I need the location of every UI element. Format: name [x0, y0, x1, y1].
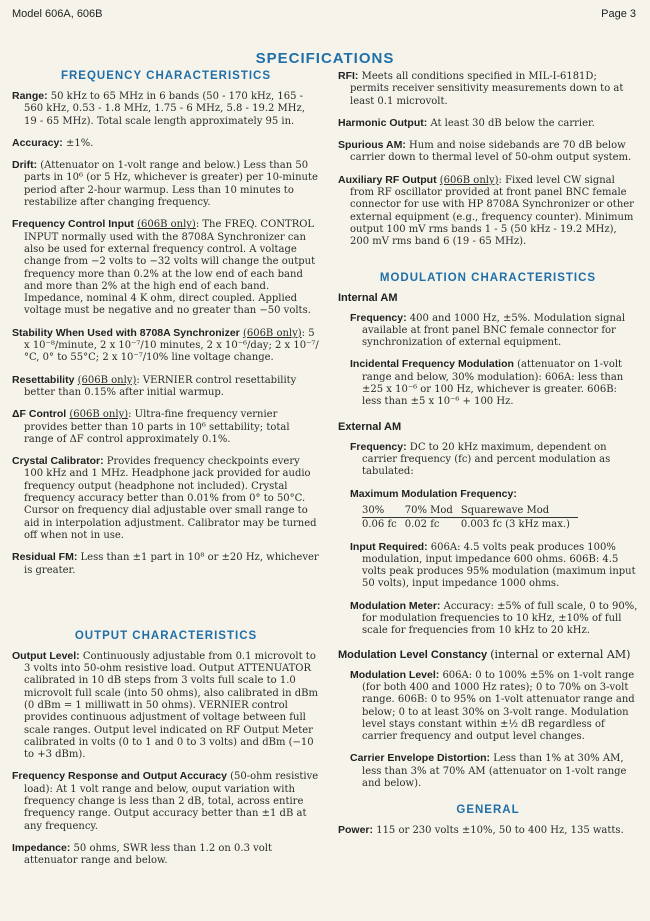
constancy-title: Modulation Level Constancy: [338, 648, 488, 661]
spec-label: Stability When Used with 8708A Synchronizer: [12, 326, 240, 339]
max-mod-table: [362, 504, 578, 531]
spec-item: [12, 455, 320, 542]
spec-label: Frequency Control Input: [12, 218, 134, 231]
spec-text: : Ultra-fine frequency vernier provides better than 10 parts in 10⁶ settability; total range of ΔF control approximately 0.1%.: [24, 409, 290, 445]
page-model-header: Model 606A, 606B: [12, 8, 103, 20]
spec-label: Incidental Frequency Modulation: [350, 358, 514, 371]
spec-item: [338, 139, 638, 165]
spec-text: (50-ohm resistive load): At 1 volt range and below, ouput variation with frequency change is less than 2 dB, total, across entire frequency range. Output accuracy better than ±1 dB at any frequency.: [24, 771, 319, 832]
spec-text: 606A: 0 to 100% ±5% on 1-volt range (for both 400 and 1000 Hz rates); 0 to 70% on 3-volt range. 606B: 0 to 95% on 1-volt attenuator range and below; 0 to at least 30% on 3-volt range. Modulation level stays constant within ±½ dB regardless of carrier frequency and output level changes.: [362, 669, 635, 743]
spec-item: [350, 358, 638, 408]
spec-label: Accuracy:: [12, 136, 63, 149]
spec-label: Auxiliary RF Output: [338, 173, 437, 186]
page-title: SPECIFICATIONS: [255, 50, 395, 67]
spec-label: Power:: [338, 824, 374, 837]
table-cell: 0.003 fc (3 kHz max.): [460, 518, 570, 530]
spec-item: [12, 137, 320, 150]
spec-item: [350, 312, 638, 350]
spec-note: (606B only): [77, 374, 137, 386]
spec-label: Input Required:: [350, 540, 428, 553]
spec-label: Modulation Level:: [350, 668, 440, 681]
spec-text: : The FREQ. CONTROL INPUT normally used with the 8708A Synchronizer can also be used for external frequency control. A voltage change from −2 volts to −32 volts will change the output frequency more than 0.2% at the low end of each band and more than 2% at the high end of each band. Impedance, nominal 4 K ohm, direct coupled. Applied voltage must be negative and no greater than −50 volts.: [24, 219, 316, 317]
spec-label: Drift:: [12, 159, 38, 172]
constancy-heading: [338, 648, 638, 661]
spec-note: (606B only): [242, 327, 302, 339]
spec-item: [12, 551, 320, 577]
spec-text: 50 kHz to 65 MHz in 6 bands (50 - 170 kHz, 165 - 560 kHz, 0.53 - 1.8 MHz, 1.75 - 6 MHz, 5.8 - 19.2 MHz, 19 - 65 MHz). Total scale length approximately 95 in.: [24, 91, 305, 127]
spec-note: (606B only): [439, 174, 499, 186]
spec-text: DC to 20 kHz maximum, dependent on carrier frequency (fc) and percent modulation as tabulated:: [362, 441, 611, 478]
internal-am-list: [338, 312, 638, 409]
spec-label: Frequency:: [350, 311, 407, 324]
spec-text: Continuously adjustable from 0.1 microvolt to 3 volts into 50-ohm resistive load. Output ATTENUATOR calibrated in 10 dB steps from 3 volts full scale to 1.0 microvolt full scale (into 50 ohms), also calibrated in dBm (0 dBm = 1 milliwatt in 50 ohms). VERNIER control provides continuous adjustment of voltage between full scale ranges. Output level indicated on RF Output Meter calibrated in volts (0 to 1 and 0 to 3 volts) and dBm (−10 to +3 dBm).: [24, 650, 319, 761]
external-am-list: [338, 441, 638, 479]
spec-item: [338, 117, 638, 130]
spec-item: [12, 327, 320, 365]
spec-item: [12, 159, 320, 209]
spec-note: (606B only): [69, 409, 129, 421]
general-heading: GENERAL: [456, 804, 520, 817]
spec-item: [350, 441, 638, 479]
general-list: [338, 824, 638, 837]
table-cell: 0.02 fc: [404, 518, 440, 530]
spec-text: Less than ±1 part in 10⁸ or ±20 Hz, whichever is greater.: [24, 552, 319, 576]
spec-text: : Fixed level CW signal from RF oscillator provided at front panel BNC female connector for use with HP 8708A Synchronizer or other external equipment (e.g., frequency counter). Minimum output 100 mV rms bands 1 - 5 (50 kHz - 19.2 MHz), 200 mV rms band 6 (19 - 65 MHz).: [350, 174, 634, 248]
spec-item: [12, 770, 320, 832]
spec-item: [350, 752, 638, 790]
spec-text: Less than 1% at 30% AM, less than 3% at 70% AM (attenuator on 1-volt range and below).: [362, 753, 627, 789]
spec-item: [12, 408, 320, 446]
constancy-list: [338, 669, 638, 791]
spec-item: [350, 541, 638, 591]
spec-text: (Attenuator on 1-volt range and below.) Less than 50 parts in 10⁶ (or 5 Hz, whichever is greater) per 10-minute period after 2-hour warmup. Less than 10 minutes to restabilize after changing frequency.: [24, 160, 318, 209]
spec-text: Meets all conditions specified in MIL-I-6181D; permits receiver sensitivity measurements down to at least 0.1 microvolt.: [350, 71, 624, 107]
output-heading: OUTPUT CHARACTERISTICS: [74, 629, 258, 642]
modulation-heading: MODULATION CHARACTERISTICS: [379, 271, 597, 284]
output-spec-list: [12, 650, 320, 868]
spec-text: Provides frequency checkpoints every 100 kHz and 1 MHz. Headphone jack provided for audio frequency output (headphone not included). Crystal frequency accuracy better than 0.01% from 0° to 50°C. Cursor on frequency dial adjustable over small range to aid in interpolation adjustment. Calibrator may be turned off when not in use.: [24, 456, 317, 541]
spec-label: Impedance:: [12, 841, 71, 854]
table-header-cell: 70% Mod: [405, 504, 461, 518]
page-number: Page 3: [601, 8, 636, 20]
frequency-heading: FREQUENCY CHARACTERISTICS: [60, 70, 272, 82]
spec-text: : 5 x 10⁻⁸/minute, 2 x 10⁻⁷/10 minutes, 2 x 10⁻⁶/day; 2 x 10⁻⁷/°C, 0° to 55°C; 2 x 10⁻⁷/10% line voltage change.: [24, 327, 319, 364]
spec-text: 50 ohms, SWR less than 1.2 on 0.3 volt attenuator range and below.: [24, 842, 273, 867]
frequency-spec-list: [12, 90, 320, 577]
spec-label: Residual FM:: [12, 551, 78, 564]
spec-note: (606B only): [137, 219, 196, 231]
spec-text: ±1%.: [65, 137, 94, 149]
spec-item: [350, 669, 638, 744]
spec-label: ΔF Control: [12, 408, 67, 421]
constancy-note: (internal or external AM): [490, 647, 631, 661]
spec-text: Accuracy: ±5% of full scale, 0 to 90%, for modulation frequencies to 10 kHz, ±10% of full scale for frequencies from 10 kHz to 20 kHz.: [362, 600, 638, 637]
spec-item: [12, 90, 320, 128]
misc-spec-list: [338, 70, 638, 249]
spec-item: [350, 600, 638, 638]
spec-label: Carrier Envelope Distortion:: [350, 752, 491, 765]
spec-label: Frequency:: [350, 440, 407, 453]
spec-label: Modulation Meter:: [350, 599, 441, 612]
spec-item: [338, 824, 638, 837]
spec-text: 606A: 4.5 volts peak produces 100% modulation, input impedance 600 ohms. 606B: 4.5 volts peak produces 95% modulation (maximum input 50 volts), input impedance 1000 ohms.: [362, 541, 636, 590]
table-cell: 0.06 fc: [362, 518, 397, 530]
spec-label: Resettability: [12, 373, 75, 386]
spec-item: [12, 842, 320, 868]
spec-label: RFI:: [338, 70, 359, 82]
spec-label: Range:: [12, 90, 48, 102]
internal-am-heading: Internal AM: [338, 291, 398, 304]
spec-item: [12, 218, 320, 317]
spec-text: 115 or 230 volts ±10%, 50 to 400 Hz, 135 watts.: [376, 825, 624, 837]
max-mod-label: Maximum Modulation Frequency:: [350, 487, 517, 500]
spec-label: Output Level:: [12, 649, 80, 662]
spec-text: At least 30 dB below the carrier.: [430, 117, 595, 129]
spec-item: [12, 374, 320, 400]
external-am-list-2: [338, 541, 638, 638]
spec-text: Hum and noise sidebands are 70 dB below carrier down to thermal level of 50-ohm output system.: [350, 140, 632, 164]
spec-label: Spurious AM:: [338, 139, 406, 152]
spec-label: Crystal Calibrator:: [12, 455, 104, 468]
spec-label: Harmonic Output:: [338, 116, 428, 129]
spec-item: [338, 70, 638, 108]
external-am-heading: External AM: [338, 420, 402, 433]
left-column: [12, 70, 320, 877]
spec-text: (attenuator on 1-volt range and below, 30% modulation): 606A: less than ±25 x 10⁻⁶ or 100 Hz, whichever is greater. 606B: less than ±5 x 10⁻⁶ + 100 Hz.: [362, 359, 624, 408]
spec-item: [12, 650, 320, 762]
right-column: [338, 70, 638, 847]
spec-text: : VERNIER control resettability better than 0.15% after initial warmup.: [24, 374, 297, 398]
table-header-cell: Squarewave Mod: [461, 504, 578, 518]
spec-label: Frequency Response and Output Accuracy: [12, 770, 227, 783]
table-header-cell: 30%: [362, 504, 405, 518]
spec-text: 400 and 1000 Hz, ±5%. Modulation signal available at front panel BNC female connector for synchronization of external equipment.: [362, 312, 626, 349]
spec-item: [338, 174, 638, 249]
